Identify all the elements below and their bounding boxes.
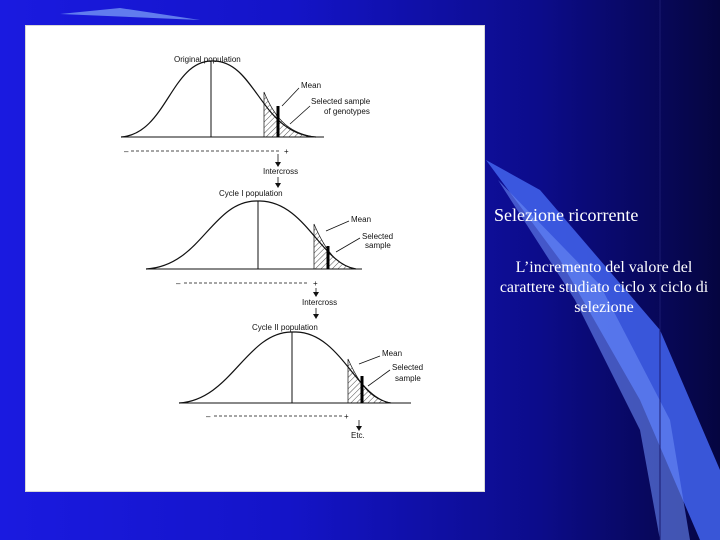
cycle1-selected-area xyxy=(314,224,356,269)
original-selected-label-2: of genotypes xyxy=(324,107,370,116)
cycle1-mean-pointer xyxy=(326,221,349,231)
cycle1-mean-label: Mean xyxy=(351,215,372,224)
arrow-2b-head xyxy=(313,314,319,319)
cycle2-minus: – xyxy=(206,412,211,421)
arrow-2-head xyxy=(313,292,319,297)
cycle2-selected-area xyxy=(348,359,391,403)
cycle2-selected-label-1: Selected xyxy=(392,363,424,372)
cycle1-selected-pointer xyxy=(336,238,360,252)
original-plus: + xyxy=(284,147,289,156)
recurrent-selection-diagram xyxy=(26,26,484,491)
slide-title: Selezione ricorrente xyxy=(494,205,639,225)
cycle1-selected-label-2: sample xyxy=(365,241,391,250)
cycle1-title: Cycle I population xyxy=(219,189,283,198)
cycle2-plus: + xyxy=(344,412,349,421)
slide-description: L’incremento del valore del carattere studiato ciclo x ciclo di selezione xyxy=(499,259,709,316)
original-population-group xyxy=(121,55,371,188)
original-selected-label-1: Selected sample xyxy=(311,97,371,106)
cycle2-population-group xyxy=(179,323,423,440)
cycle2-mean-pointer xyxy=(359,356,380,364)
cycle1-minus: – xyxy=(176,279,181,288)
arrow-1b-head xyxy=(275,183,281,188)
original-minus: – xyxy=(124,147,129,156)
etc-label: Etc. xyxy=(351,431,365,440)
cycle2-title: Cycle II population xyxy=(252,323,318,332)
original-mean-label: Mean xyxy=(301,81,322,90)
top-left-swoosh xyxy=(0,8,200,20)
intercross-1-label: Intercross xyxy=(263,167,299,176)
figure-panel xyxy=(25,25,485,492)
cycle1-selected-label-1: Selected xyxy=(362,232,394,241)
original-selected-pointer xyxy=(290,106,310,124)
original-title: Original population xyxy=(174,55,241,64)
original-selected-area xyxy=(264,92,316,137)
original-mean-pointer xyxy=(282,88,299,106)
cycle1-population-group xyxy=(146,189,393,319)
intercross-2-label: Intercross xyxy=(302,298,338,307)
cycle2-mean-label: Mean xyxy=(382,349,403,358)
cycle2-selected-label-2: sample xyxy=(395,374,421,383)
cycle1-plus: + xyxy=(313,279,318,288)
cycle2-selected-pointer xyxy=(368,370,390,386)
